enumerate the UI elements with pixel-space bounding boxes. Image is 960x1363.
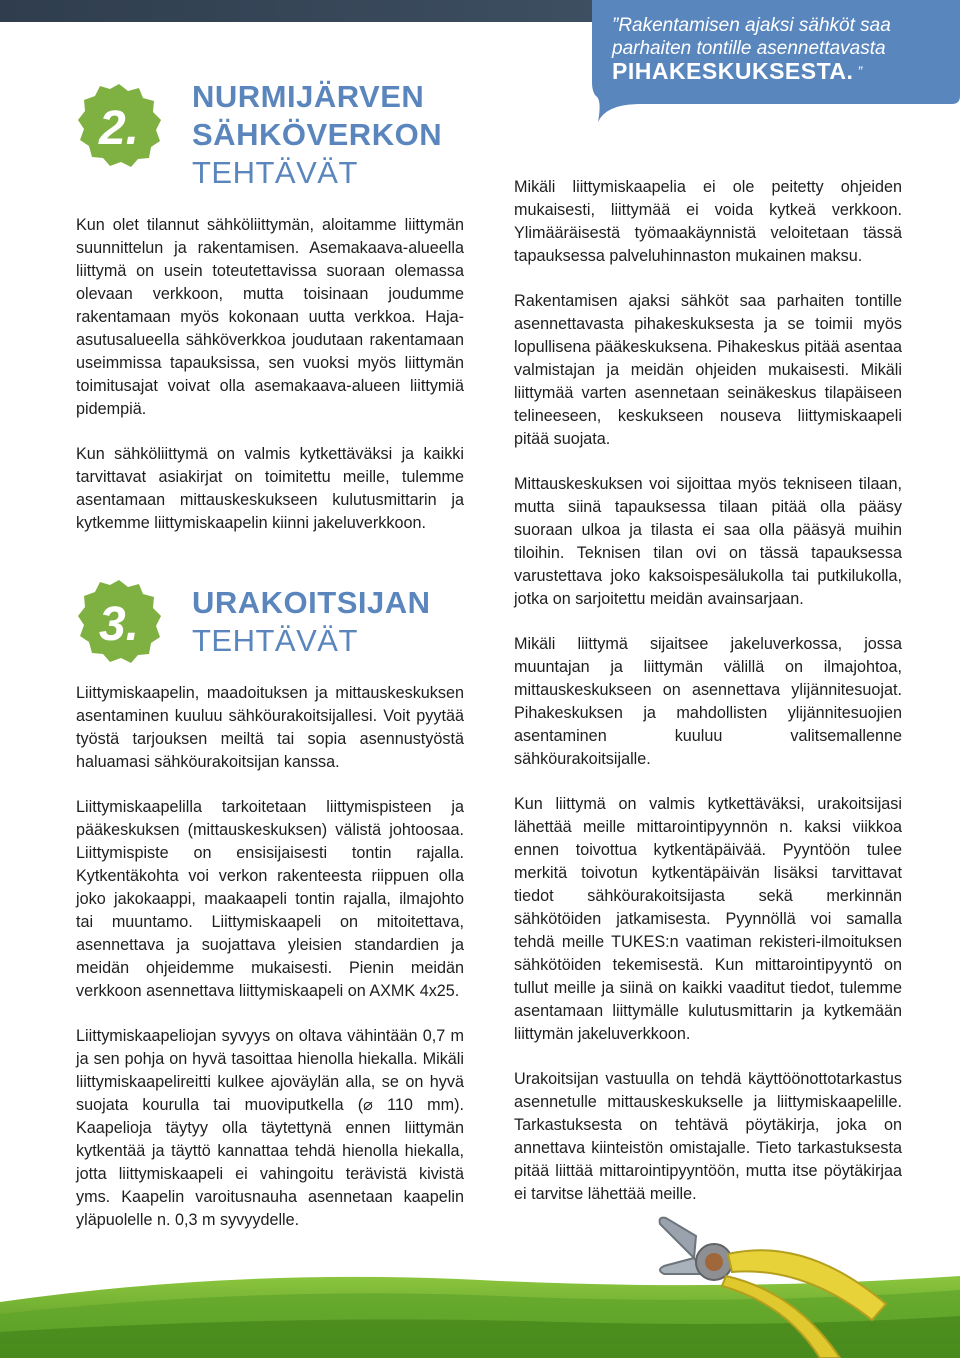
step-3-number: 3. [98,598,140,651]
step-3-badge [76,578,162,664]
right-column-body [514,176,902,1228]
quote-text [612,14,948,85]
right-paragraph: Kun liittymä on valmis kytkettäväksi, urakoitsijasi lähettää meille mittarointipyynnön n. kaksi viikkoa ennen toivottua kytkentäpäivää. Pyyntöön tulee merkitä toivotun kytkentäpäivän lisäksi tarvittavat tiedot sähköurakoitsijasta sekä merkinnän sähkötöiden jatkamisesta. Pyynnöllä voi samalla tehdä meille TUKES:n vaatiman rekisteri-ilmoituksen sähkötöiden tekemisestä. Kun mittarointipyyntö on tullut meille ja siinä on kaikki vaaditut tiedot, tulemme asentamaan liittymälle kulutusmittarin ja kytkemään liittymän jakeluverkkoon. [514,795,902,1043]
section-3-paragraph: Liittymiskaapeliojan syvyys on oltava vähintään 0,7 m ja sen pohja on hyvä tasoittaa hienolla hiekalla. Mikäli liittymiskaapelireitti kulkee ajoväylän alla, se on hyvä suojata kourulla tai muoviputkella (⌀ 110 mm). Kaapelioja täytyy olla täytettynä ennen liittymän kytkentää ja täyttö kannattaa tehdä hienolla hiekalla, jotta liittymiskaapeli ei vahingoitu terävistä kivistä yms. Kaapelin varoitusnauha asennetaan kaapelin yläpuolelle n. 0,3 m syvyydelle. [76,1027,464,1229]
step-2-badge [76,82,162,168]
section-3-paragraph: Liittymiskaapelilla tarkoitetaan liittymispisteen ja pääkeskuksen (mittauskeskuksen) välistä johtoosaa. Liittymispiste on ensisijaisesti tontin rajalla. Kytkentäkohta voi verkon rakenteesta riippuen olla joko jakokaappi, maakaapeli tontin rajalla, ilmajohto tai muuntamo. Liittymiskaapeli on mitoitettava, asennettava ja suojattava yleisien standardien ja meidän ohjeidemme mukaisesti. Pienin meidän verkkoon asennettava liittymiskaapeli on AXMK 4x25. [76,798,464,1000]
section-3-body [76,682,464,1254]
quote-emphasis: PIHAKESKUKSESTA. [612,58,854,84]
section-2-title-light: TEHTÄVÄT [192,155,358,190]
right-paragraph: Mikäli liittymiskaapelia ei ole peitetty ohjeiden mukaisesti, liittymää ei voida kytkeä verkkoon. Ylimääräisestä työmaakäynnistä veloitetaan tässä tapauksessa palveluhinnaston mukainen maksu. [514,178,902,265]
section-3-title-bold: URAKOITSIJAN [192,585,431,620]
section-2-heading [192,78,442,192]
step-2-number: 2. [98,102,140,155]
right-paragraph: Mikäli liittymä sijaitsee jakeluverkossa, jossa muuntajan ja liittymän välillä on ilmajohtoa, mittauskeskukseen on asennettava ylijännitesuojat. Pihakeskuksen ja mahdollisten ylijännitesuojien asentaminen kuuluu valitsemallenne sähköurakoitsijalle. [514,635,902,768]
section-3-heading [192,584,431,660]
section-2-title-line-1: NURMIJÄRVEN [192,79,425,114]
right-paragraph: Mittauskeskuksen voi sijoittaa myös tekniseen tilaan, mutta siinä tapauksessa tilaan pitää olla pääsy suoraan ulkoa ja tilasta ei saa olla pääsyä muihin tiloihin. Teknisen tilan ovi on tässä tapauksessa varustettava joko kaksoispesälukolla tai putkilukolla, jotka on sarjoitettu meidän avainsarjaan. [514,475,902,608]
quote-line-2: parhaiten tontille asennettavasta [612,38,886,59]
quote-line-1: ”Rakentamisen ajaksi sähköt saa [612,15,891,36]
section-3-title-light: TEHTÄVÄT [192,623,358,658]
quote-close-mark: ” [857,63,863,79]
right-paragraph: Rakentamisen ajaksi sähköt saa parhaiten tontille asennettavasta pihakeskuksesta ja se toimii myös lopullisena pääkeskuksena. Pihakeskus pitää asentaa valmistajan ja meidän ohjeiden mukaisesti. Mikäli liittymää varten asennetaan seinäkeskus tilapäiseen telineeseen, keskukseen nouseva liittymiskaapeli pitää suojata. [514,292,902,448]
section-2-paragraph: Kun sähköliittymä on valmis kytkettäväksi ja kaikki tarvittavat asiakirjat on toimitettu meille, tulemme asentamaan mittauskeskukseen kulutusmittarin ja kytkemme liittymiskaapelin kiinni jakeluverkkoon. [76,445,464,532]
right-paragraph: Urakoitsijan vastuulla on tehdä käyttöönottotarkastus asennetulle mittauskeskukselle ja liittymiskaapelille. Tarkastuksesta on tehtävä pöytäkirja, joka on annettava kiinteistön omistajalle. Tieto tarkastuksesta pitää liittää mittarointipyyntöön, mutta itse pöytäkirjaa ei tarvitse lähettää meille. [514,1070,902,1203]
section-3-paragraph: Liittymiskaapelin, maadoituksen ja mittauskeskuksen asentaminen kuuluu sähköurakoitsijallesi. Voit pyytää työstä tarjouksen meiltä tai sopia asennustyöstä haluamasi sähköurakoitsijan kanssa. [76,684,464,771]
section-2-body [76,214,464,557]
section-2-paragraph: Kun olet tilannut sähköliittymän, aloitamme liittymän suunnittelun ja rakentamisen. Asemakaava-alueella liittymä on usein toteutettavissa suoraan olemassa olevaan verkkoon, mutta toisinaan joudumme rakentamaan myös kokonaan uutta verkkoa. Haja-asutusalueella sähköverkkoa joudutaan rakentamaan useimmissa tapauksissa, sen vuoksi myös liittymän toimitusajat voivat olla asemakaava-alueen liittymiä pidempiä. [76,216,464,418]
pliers-icon [636,1196,960,1358]
section-2-title-line-2: SÄHKÖVERKON [192,117,443,152]
